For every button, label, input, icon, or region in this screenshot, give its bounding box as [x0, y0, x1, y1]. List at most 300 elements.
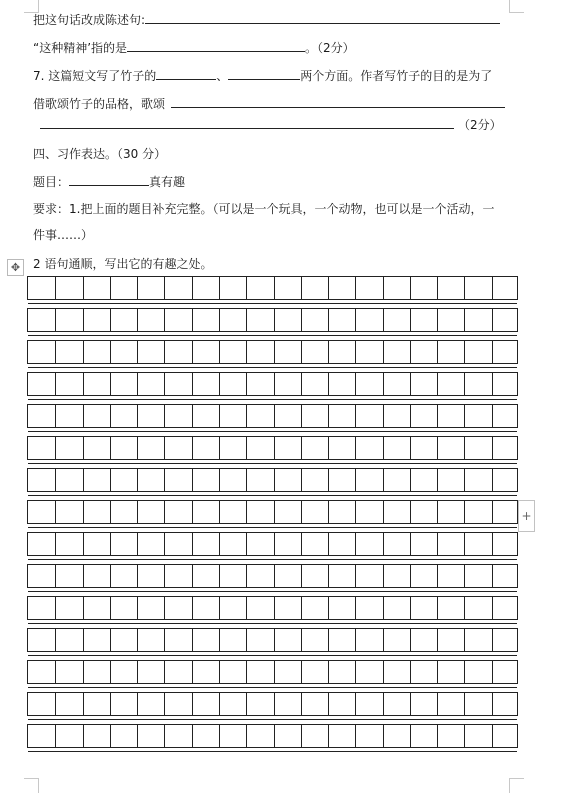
grid-cell-divider: [192, 629, 193, 651]
grid-cell-divider: [110, 533, 111, 555]
grid-cell-divider: [383, 693, 384, 715]
grid-cell-divider: [83, 501, 84, 523]
grid-cell-divider: [219, 469, 220, 491]
grid-cell-divider: [328, 501, 329, 523]
grid-cell-divider: [192, 469, 193, 491]
grid-cell-divider: [410, 405, 411, 427]
grid-cell-divider: [355, 501, 356, 523]
grid-cell-divider: [383, 437, 384, 459]
grid-cell-divider: [301, 341, 302, 363]
grid-cell-divider: [492, 373, 493, 395]
grid-cell-divider: [192, 405, 193, 427]
requirement-text: 要求：1.把上面的题目补充完整。（可以是一个玩具，一个动物，也可以是一个活动，一: [33, 202, 495, 216]
grid-cell-divider: [192, 725, 193, 747]
title-label: 题目：: [33, 175, 70, 189]
grid-cell-divider: [410, 629, 411, 651]
grid-cell-divider: [301, 437, 302, 459]
grid-cell-divider: [355, 629, 356, 651]
grid-cell-divider: [219, 629, 220, 651]
grid-cell-divider: [219, 341, 220, 363]
spirit-prompt: “这种精神’指的是: [33, 41, 128, 55]
grid-cell-divider: [246, 565, 247, 587]
grid-cell-divider: [492, 629, 493, 651]
requirement-text: 件事……）: [33, 228, 94, 242]
grid-cell-divider: [219, 501, 220, 523]
grid-cell-divider: [301, 661, 302, 683]
grid-cell-divider: [83, 405, 84, 427]
grid-cell-divider: [192, 373, 193, 395]
grid-cell-divider: [246, 405, 247, 427]
grid-cell-divider: [328, 405, 329, 427]
grid-cell-divider: [164, 533, 165, 555]
grid-cell-divider: [492, 533, 493, 555]
grid-cell-divider: [83, 277, 84, 299]
grid-cell-divider: [192, 309, 193, 331]
grid-cell-divider: [83, 533, 84, 555]
grid-cell-divider: [301, 309, 302, 331]
grid-cell-divider: [301, 693, 302, 715]
grid-cell-divider: [246, 725, 247, 747]
grid-cell-divider: [192, 501, 193, 523]
grid-cell-divider: [328, 341, 329, 363]
grid-cell-divider: [110, 437, 111, 459]
grid-row: [27, 628, 518, 652]
grid-cell-divider: [274, 661, 275, 683]
grid-cell-divider: [492, 661, 493, 683]
grid-cell-divider: [383, 277, 384, 299]
grid-cell-divider: [410, 309, 411, 331]
grid-cell-divider: [410, 693, 411, 715]
grid-cell-divider: [410, 501, 411, 523]
grid-cell-divider: [492, 565, 493, 587]
grid-cell-divider: [464, 597, 465, 619]
title-blank[interactable]: [69, 173, 149, 186]
grid-cell-divider: [192, 277, 193, 299]
grid-cell-divider: [110, 565, 111, 587]
grid-cell-divider: [301, 501, 302, 523]
grid-cell-divider: [246, 501, 247, 523]
grid-cell-divider: [164, 597, 165, 619]
grid-cell-divider: [410, 277, 411, 299]
grid-cell-divider: [164, 565, 165, 587]
grid-cell-divider: [437, 469, 438, 491]
grid-row: [27, 532, 518, 556]
grid-cell-divider: [492, 277, 493, 299]
answer-blank[interactable]: [171, 95, 505, 108]
grid-cell-divider: [219, 437, 220, 459]
grid-cell-divider: [355, 405, 356, 427]
question-line-rewrite: [33, 11, 500, 28]
q7-sep: 、: [216, 69, 229, 83]
grid-cell-divider: [219, 693, 220, 715]
grid-cell-divider: [328, 373, 329, 395]
grid-cell-divider: [274, 373, 275, 395]
score-note: 。（2分）: [305, 41, 355, 55]
grid-cell-divider: [437, 277, 438, 299]
grid-cell-divider: [83, 597, 84, 619]
grid-cell-divider: [410, 469, 411, 491]
grid-cell-divider: [383, 725, 384, 747]
grid-cell-divider: [274, 405, 275, 427]
grid-cell-divider: [55, 661, 56, 683]
grid-cell-divider: [137, 693, 138, 715]
grid-cell-divider: [83, 373, 84, 395]
grid-cell-divider: [492, 405, 493, 427]
grid-cell-divider: [437, 437, 438, 459]
grid-cell-divider: [464, 693, 465, 715]
grid-cell-divider: [301, 469, 302, 491]
grid-cell-divider: [137, 437, 138, 459]
grid-cell-divider: [219, 661, 220, 683]
grid-cell-divider: [219, 405, 220, 427]
requirement-text: 2 语句通顺，写出它的有趣之处。: [33, 257, 213, 271]
grid-cell-divider: [55, 405, 56, 427]
grid-cell-divider: [410, 373, 411, 395]
grid-cell-divider: [410, 725, 411, 747]
grid-cell-divider: [110, 597, 111, 619]
grid-cell-divider: [492, 469, 493, 491]
grid-cell-divider: [192, 597, 193, 619]
grid-cell-divider: [437, 725, 438, 747]
grid-cell-divider: [219, 565, 220, 587]
grid-cell-divider: [492, 693, 493, 715]
grid-cell-divider: [383, 565, 384, 587]
grid-cell-divider: [246, 469, 247, 491]
grid-row: [27, 692, 518, 716]
grid-cell-divider: [137, 309, 138, 331]
grid-cell-divider: [464, 341, 465, 363]
grid-cell-divider: [55, 341, 56, 363]
grid-cell-divider: [437, 533, 438, 555]
grid-cell-divider: [137, 661, 138, 683]
grid-cell-divider: [383, 661, 384, 683]
grid-cell-divider: [55, 597, 56, 619]
grid-cell-divider: [55, 309, 56, 331]
grid-cell-divider: [137, 565, 138, 587]
grid-cell-divider: [301, 405, 302, 427]
question-line-spirit: [33, 39, 355, 56]
grid-cell-divider: [492, 309, 493, 331]
grid-cell-divider: [55, 373, 56, 395]
grid-cell-divider: [464, 533, 465, 555]
grid-cell-divider: [164, 405, 165, 427]
grid-cell-divider: [219, 597, 220, 619]
grid-cell-divider: [355, 597, 356, 619]
grid-cell-divider: [55, 725, 56, 747]
grid-cell-divider: [355, 725, 356, 747]
grid-cell-divider: [274, 725, 275, 747]
grid-row: [27, 404, 518, 428]
grid-cell-divider: [110, 469, 111, 491]
grid-cell-divider: [383, 501, 384, 523]
grid-cell-divider: [274, 309, 275, 331]
grid-cell-divider: [137, 501, 138, 523]
grid-cell-divider: [328, 725, 329, 747]
section-title: 四、习作表达。（30 分）: [33, 147, 167, 161]
grid-cell-divider: [219, 533, 220, 555]
grid-cell-divider: [464, 277, 465, 299]
grid-cell-divider: [192, 533, 193, 555]
grid-cell-divider: [219, 277, 220, 299]
grid-cell-divider: [192, 565, 193, 587]
grid-cell-divider: [355, 309, 356, 331]
grid-row: [27, 340, 518, 364]
grid-cell-divider: [464, 309, 465, 331]
grid-cell-divider: [137, 405, 138, 427]
q7-prompt: 7. 这篇短文写了竹子的: [33, 69, 157, 83]
grid-cell-divider: [274, 277, 275, 299]
grid-cell-divider: [328, 565, 329, 587]
grid-cell-divider: [83, 725, 84, 747]
grid-cell-divider: [328, 693, 329, 715]
grid-cell-divider: [274, 693, 275, 715]
grid-cell-divider: [328, 437, 329, 459]
grid-row: [27, 372, 518, 396]
grid-row: [27, 724, 518, 748]
answer-blank[interactable]: [145, 11, 500, 24]
grid-cell-divider: [274, 565, 275, 587]
grid-cell-divider: [55, 469, 56, 491]
grid-cell-divider: [355, 469, 356, 491]
grid-cell-divider: [55, 501, 56, 523]
grid-cell-divider: [274, 501, 275, 523]
grid-cell-divider: [110, 405, 111, 427]
grid-cell-divider: [410, 661, 411, 683]
grid-cell-divider: [164, 341, 165, 363]
grid-cell-divider: [492, 501, 493, 523]
grid-cell-divider: [246, 693, 247, 715]
grid-cell-divider: [219, 373, 220, 395]
grid-cell-divider: [83, 469, 84, 491]
grid-cell-divider: [137, 469, 138, 491]
grid-row: [27, 660, 518, 684]
grid-cell-divider: [137, 277, 138, 299]
grid-cell-divider: [383, 309, 384, 331]
grid-cell-divider: [246, 629, 247, 651]
grid-cell-divider: [355, 277, 356, 299]
grid-cell-divider: [219, 725, 220, 747]
question-line-7c: [40, 116, 502, 133]
plus-icon[interactable]: +: [518, 500, 535, 532]
grid-cell-divider: [55, 693, 56, 715]
grid-cell-divider: [355, 565, 356, 587]
grid-cell-divider: [464, 725, 465, 747]
grid-cell-divider: [83, 661, 84, 683]
grid-cell-divider: [410, 597, 411, 619]
grid-cell-divider: [437, 565, 438, 587]
grid-cell-divider: [492, 597, 493, 619]
grid-cell-divider: [164, 277, 165, 299]
grid-cell-divider: [192, 341, 193, 363]
q7-continue: 两个方面。作者写竹子的目的是为了: [300, 69, 493, 83]
grid-cell-divider: [492, 725, 493, 747]
grid-cell-divider: [164, 629, 165, 651]
grid-cell-divider: [137, 725, 138, 747]
grid-cell-divider: [464, 629, 465, 651]
grid-cell-divider: [437, 501, 438, 523]
grid-cell-divider: [301, 725, 302, 747]
grid-cell-divider: [464, 565, 465, 587]
grid-cell-divider: [55, 565, 56, 587]
grid-cell-divider: [137, 373, 138, 395]
grid-cell-divider: [301, 597, 302, 619]
grid-cell-divider: [83, 309, 84, 331]
grid-row: [27, 436, 518, 460]
grid-cell-divider: [274, 341, 275, 363]
grid-cell-divider: [437, 629, 438, 651]
grid-cell-divider: [55, 629, 56, 651]
grid-cell-divider: [164, 693, 165, 715]
grid-cell-divider: [164, 309, 165, 331]
grid-cell-divider: [246, 437, 247, 459]
grid-cell-divider: [492, 437, 493, 459]
grid-cell-divider: [55, 437, 56, 459]
grid-cell-divider: [437, 661, 438, 683]
grid-cell-divider: [328, 277, 329, 299]
answer-blank[interactable]: [127, 39, 305, 52]
title-line: [33, 173, 185, 190]
question-line-7: [33, 67, 492, 84]
requirement-line-3: [33, 256, 212, 272]
grid-cell-divider: [246, 597, 247, 619]
grid-cell-divider: [383, 533, 384, 555]
grid-row: [27, 596, 518, 620]
grid-cell-divider: [83, 341, 84, 363]
grid-cell-divider: [301, 565, 302, 587]
grid-cell-divider: [328, 629, 329, 651]
answer-blank[interactable]: [156, 67, 216, 80]
grid-cell-divider: [383, 373, 384, 395]
grid-cell-divider: [274, 629, 275, 651]
grid-cell-divider: [246, 309, 247, 331]
answer-blank[interactable]: [228, 67, 300, 80]
page-corner-bottom-left: [24, 778, 39, 793]
grid-cell-divider: [383, 405, 384, 427]
grid-cell-divider: [83, 629, 84, 651]
grid-cell-divider: [410, 341, 411, 363]
grid-cell-divider: [137, 597, 138, 619]
grid-cell-divider: [164, 373, 165, 395]
grid-cell-divider: [219, 309, 220, 331]
grid-cell-divider: [464, 373, 465, 395]
grid-cell-divider: [355, 533, 356, 555]
score-note: （2分）: [458, 118, 502, 132]
grid-cell-divider: [110, 629, 111, 651]
grid-cell-divider: [110, 373, 111, 395]
move-handle-icon[interactable]: ✥: [7, 259, 24, 276]
grid-cell-divider: [437, 341, 438, 363]
grid-cell-divider: [301, 373, 302, 395]
grid-cell-divider: [246, 373, 247, 395]
writing-grid: [27, 276, 518, 756]
grid-cell-divider: [246, 277, 247, 299]
requirement-line-1: [33, 201, 494, 217]
grid-cell-divider: [110, 277, 111, 299]
answer-blank[interactable]: [40, 116, 454, 129]
grid-cell-divider: [301, 277, 302, 299]
grid-cell-divider: [83, 565, 84, 587]
question-line-7b: [33, 95, 505, 112]
grid-cell-divider: [110, 309, 111, 331]
grid-row: [27, 468, 518, 492]
grid-cell-divider: [328, 597, 329, 619]
grid-cell-divider: [383, 629, 384, 651]
grid-cell-divider: [110, 725, 111, 747]
requirement-line-2: [33, 227, 93, 243]
grid-cell-divider: [274, 437, 275, 459]
grid-cell-divider: [355, 373, 356, 395]
grid-cell-divider: [164, 661, 165, 683]
grid-cell-divider: [437, 405, 438, 427]
grid-cell-divider: [192, 693, 193, 715]
grid-cell-divider: [410, 533, 411, 555]
page-corner-bottom-right: [509, 778, 524, 793]
grid-cell-divider: [246, 341, 247, 363]
grid-cell-divider: [164, 725, 165, 747]
grid-cell-divider: [328, 309, 329, 331]
section-heading: [33, 146, 166, 162]
grid-cell-divider: [328, 661, 329, 683]
grid-cell-divider: [383, 341, 384, 363]
grid-cell-divider: [437, 309, 438, 331]
grid-cell-divider: [246, 533, 247, 555]
grid-row: [27, 276, 518, 300]
title-suffix: 真有趣: [149, 175, 186, 189]
grid-cell-divider: [437, 693, 438, 715]
page-corner-top-right: [509, 0, 524, 13]
grid-cell-divider: [192, 661, 193, 683]
grid-cell-divider: [164, 469, 165, 491]
grid-cell-divider: [137, 341, 138, 363]
q7b-prompt: 借歌颂竹子的品格，歌颂: [33, 97, 166, 111]
grid-cell-divider: [437, 373, 438, 395]
grid-cell-divider: [55, 277, 56, 299]
grid-cell-divider: [110, 693, 111, 715]
grid-cell-divider: [383, 469, 384, 491]
grid-cell-divider: [355, 661, 356, 683]
grid-cell-divider: [410, 565, 411, 587]
grid-cell-divider: [55, 533, 56, 555]
grid-row: [27, 564, 518, 588]
grid-cell-divider: [246, 661, 247, 683]
grid-cell-divider: [355, 341, 356, 363]
grid-cell-divider: [83, 437, 84, 459]
grid-cell-divider: [274, 469, 275, 491]
grid-cell-divider: [110, 661, 111, 683]
grid-cell-divider: [83, 693, 84, 715]
grid-row: [27, 308, 518, 332]
grid-cell-divider: [492, 341, 493, 363]
grid-cell-divider: [464, 501, 465, 523]
grid-row: [27, 500, 518, 524]
grid-cell-divider: [355, 437, 356, 459]
grid-cell-divider: [137, 629, 138, 651]
grid-cell-divider: [437, 597, 438, 619]
grid-cell-divider: [274, 597, 275, 619]
grid-cell-divider: [328, 533, 329, 555]
grid-cell-divider: [137, 533, 138, 555]
rewrite-prompt: 把这句话改成陈述句:: [33, 13, 146, 27]
grid-cell-divider: [464, 405, 465, 427]
grid-cell-divider: [164, 437, 165, 459]
grid-cell-divider: [110, 341, 111, 363]
grid-cell-divider: [301, 533, 302, 555]
grid-cell-divider: [355, 693, 356, 715]
grid-cell-divider: [410, 437, 411, 459]
grid-cell-divider: [464, 437, 465, 459]
grid-cell-divider: [301, 629, 302, 651]
grid-cell-divider: [464, 469, 465, 491]
